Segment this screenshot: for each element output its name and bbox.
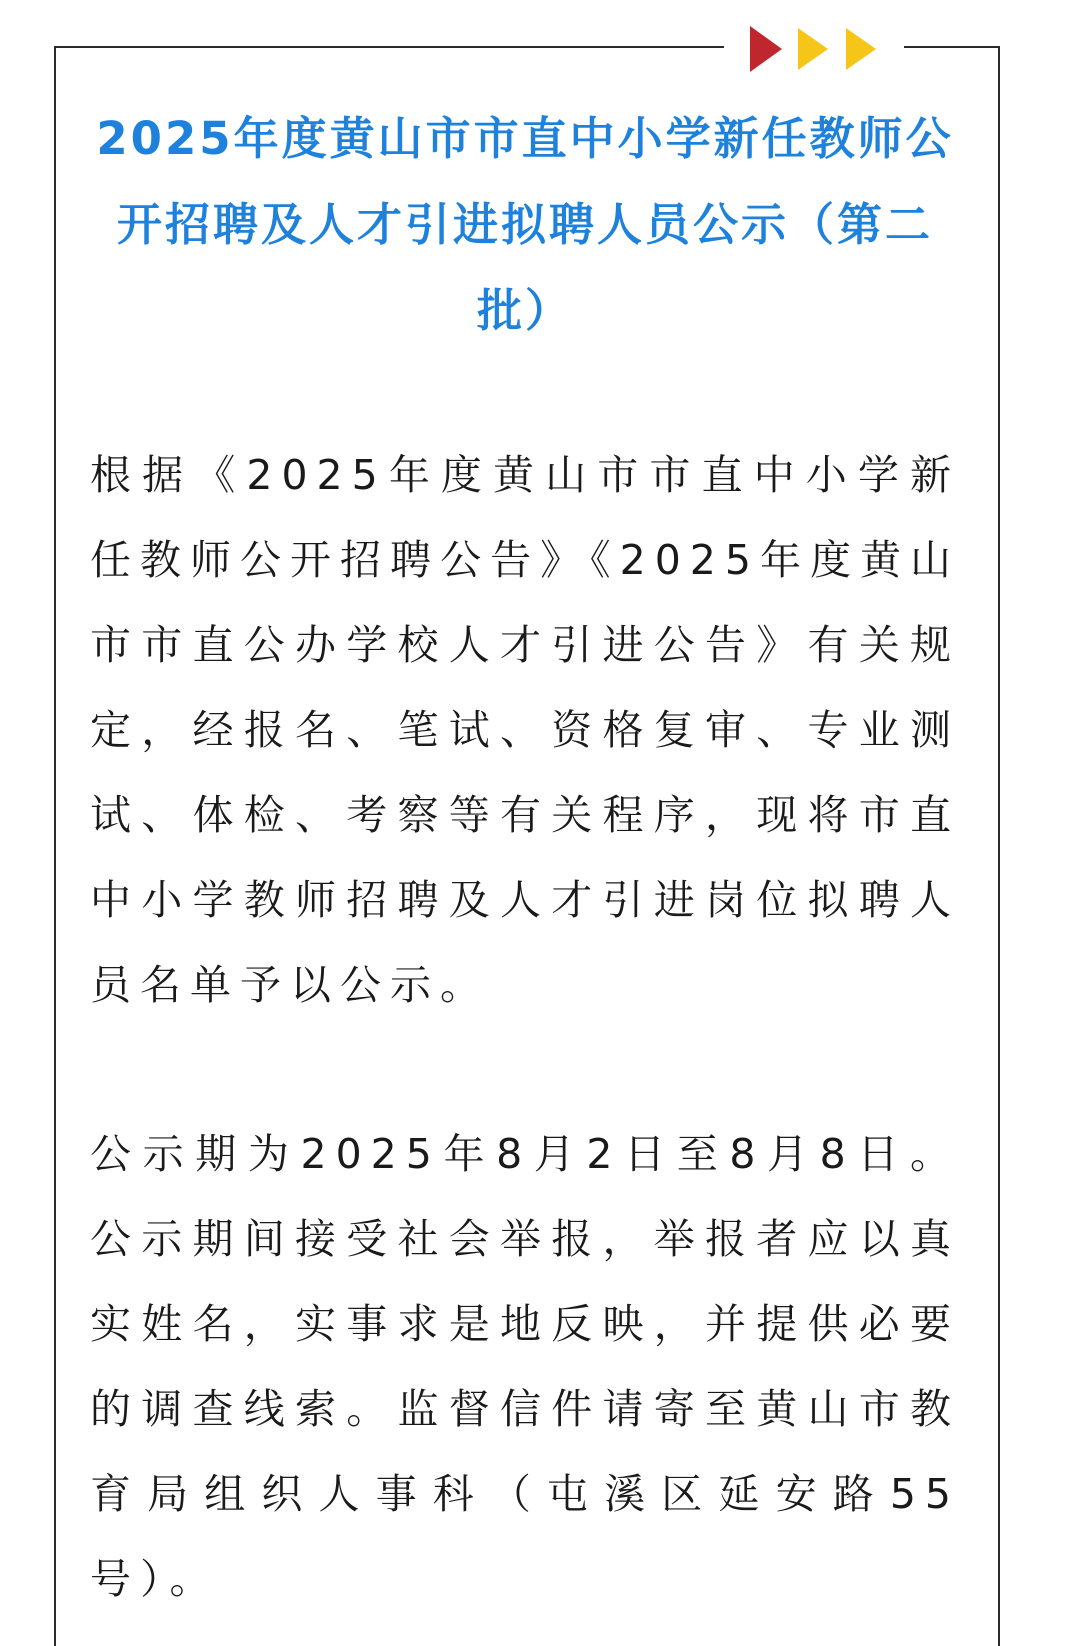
triangle-right-icon <box>798 28 828 70</box>
page-title: 2025年度黄山市市直中小学新任教师公开招聘及人才引进拟聘人员公示（第二批） <box>96 112 954 337</box>
triangle-right-icon <box>750 26 782 72</box>
triangle-right-icon <box>846 28 876 70</box>
frame-top-border-left <box>54 46 724 48</box>
frame-top-border-right <box>904 46 1000 48</box>
decorative-arrows <box>748 24 880 74</box>
body-paragraph-basis: 根据《2025年度黄山市市直中小学新任教师公开招聘公告》《2025年度黄山市市直公办学校人才引进公告》有关规定，经报名、笔试、资格复审、专业测试、体检、考察等有关程序，现将市直中小学教师招聘及人才引进岗位拟聘人员名单予以公示。 <box>90 451 960 1009</box>
body-paragraph-publicity-period: 公示期为2025年8月2日至8月8日。公示期间接受社会举报，举报者应以真实姓名，实事求是地反映，并提供必要的调查线索。监督信件请寄至黄山市教育局组织人事科（屯溪区延安路55号）。 <box>90 1130 960 1603</box>
